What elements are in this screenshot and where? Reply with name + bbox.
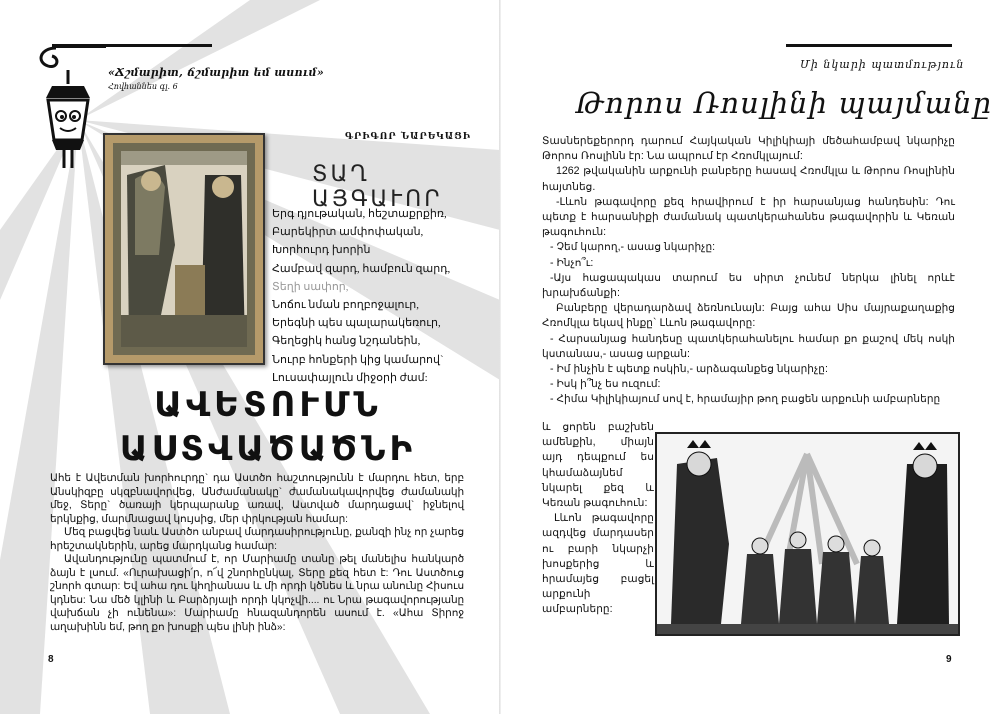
street-lamp-icon (28, 40, 108, 170)
poem-line: Երեգնի պես պալարակեռուր, (272, 317, 441, 330)
article-body-narrow (542, 420, 654, 618)
poem-line: Տեղի սափոր, (272, 280, 349, 293)
paragraph: Ահե է Ավետման խորհուրդը` դա Աստծո հաշտությունն է մարդու հետ, երբ Անսկիզբը սկզբնավորվեց, Անժամանակը` ժամանակավորվեց ժամանակի մեջ, Տերը` ծառայի կերպարանք առավ, Աստված մարդացավ` իջնելով երկնքից, մարմնացավ կույսից, մեր փրկության համար: (50, 473, 464, 525)
poem-line: Գեղեցիկ հանց նշդանեին, (272, 335, 421, 348)
poem (272, 205, 450, 387)
wedding-miniature-illustration (655, 432, 960, 636)
paragraph: -Լևոն թագավորը քեզ հրավիրում է իր հարսանյաց հանդեսին: Դու պետք է հարսանիքի ժամանակ պատկերահանես թագավորին և Կեռան թագուհուն: (542, 195, 955, 239)
poem-author: ԳՐԻԳՈՐ ՆԱՐԵԿԱՑԻ (345, 132, 471, 142)
paragraph: Լևոն թագավորը ազդվեց մարդասեր ու բարի նկարչի խոսքերից և հրամայեց բացել արքունի ամբարները: (542, 512, 654, 616)
right-page (500, 0, 1000, 714)
paragraph: - Հարսանյաց հանդեսը պատկերահանելու համար քո քաշով մեկ ոսկի կստանաս,- ասաց արքան: (542, 332, 955, 360)
poem-title: ՏԱՂ ԱՅԳԱՒՈՐ (312, 162, 443, 212)
paragraph: - Ինչո՞ւ: (550, 256, 594, 269)
paragraph: - Իսկ ի՞նչ ես ուզում: (550, 378, 661, 391)
annunciation-painting (103, 133, 265, 365)
paragraph: - Հիմա Կիլիկիայում սով է, հրամայիր թող բացեն արքունի ամբարները (550, 393, 941, 406)
page-number: 9 (946, 654, 952, 665)
poem-line: Երգ դյութական, հեշտաքրքիռ, (272, 208, 447, 220)
poem-line: Համբավ զարդ, համբուն զարդ, (272, 262, 451, 275)
poem-line: Նոճու նման բողբոջալուր, (272, 299, 419, 312)
article-body (542, 134, 955, 408)
article-title-line: ԱՎԵՏՈՒՄՆ (154, 385, 382, 425)
paragraph: Տասներեքերորդ դարում Հայկական Կիլիկիայի մեծահամբավ նկարիչը Թորոս Ռոսլինն էր: Նա ապրում էր Հռոմկլայում: (542, 135, 955, 163)
article-body (50, 472, 464, 634)
header-rule (786, 44, 952, 47)
poem-line: Խորհուրդ խորին (272, 244, 371, 257)
page-number: 8 (48, 654, 54, 665)
paragraph: - Չեմ կարող,- ասաց նկարիչը: (550, 241, 716, 254)
article-title: Թորոս Ռոսլինի պայմանը (576, 86, 992, 120)
paragraph: Ավանդությունը պատմում է, որ Մարիամը տանը թել մանելիս հանկարծ ձայն է լսում. «Ուրախացի՛ր, ո՜վ շնորհընկալ, Տերը քեզ հետ է: Դու Աստծուց շնորհ գտար: Եվ ահա դու կհղիանաս և մի որդի կծնես և նրա անունը Հիսուս կդնես: Նա մեծ կլինի և Բարձրյալի որդի կկոչվի.... ու Նրա թագավորությանը վախճան չի ունենա»: Մարիամը հնազանդորեն ասում է. «Ահա Տիրոջ աղախինն եմ, թող քո խոսքի պես լինի ինձ»: (50, 554, 464, 633)
poem-line: Նուրբ հոնքերի կից կամարով` (272, 353, 444, 366)
paragraph: Մեզ բացվեց նաև Աստծո անբավ մարդասիրությունը, քանզի ինչ որ չարեց հրեշտակներին, արեց մարդկանց համար: (50, 527, 464, 552)
epigraph-source: Հովհաննես գլ. 6 (108, 82, 178, 91)
poem-line: Լուսափայլուն միջօրի ժամ: (272, 371, 428, 384)
paragraph: և ցորեն բաշխեն ամենքին, միայն այդ դեպքում ես կհամաձայնեմ նկարել քեզ և Կեռան թագուհուն: (542, 421, 654, 510)
paragraph: - Իմ ինչին է պետք ոսկին,- արձագանքեց նկարիչը: (550, 363, 828, 376)
poem-line: Բարեկիրտ ամփոփական, (272, 226, 424, 239)
paragraph: Բանբերը վերադարձավ ձեռնունայն: Բայց ահա Սիս մայրաքաղաքից Հռոմկլա եկավ ինքը` Լևոն թագավորը: (542, 302, 955, 330)
article-title-line: ԱՍՏՎԱԾԱԾՆԻ (119, 429, 417, 469)
paragraph: -Այս հացապակաս տարում ես սիրտ չունեմ ներկա լինել որևէ խրախճանքի: (542, 271, 955, 300)
epigraph-quote: «Ճշմարիտ, ճշմարիտ եմ ասում» (108, 66, 325, 79)
section-title: Մի նկարի պատմություն (800, 58, 965, 71)
article-title (118, 383, 418, 471)
paragraph: 1262 թվականին արքունի բանբերը հասավ Հռոմկլա և Թորոս Ռոսլինին հայտնեց. (542, 165, 955, 193)
